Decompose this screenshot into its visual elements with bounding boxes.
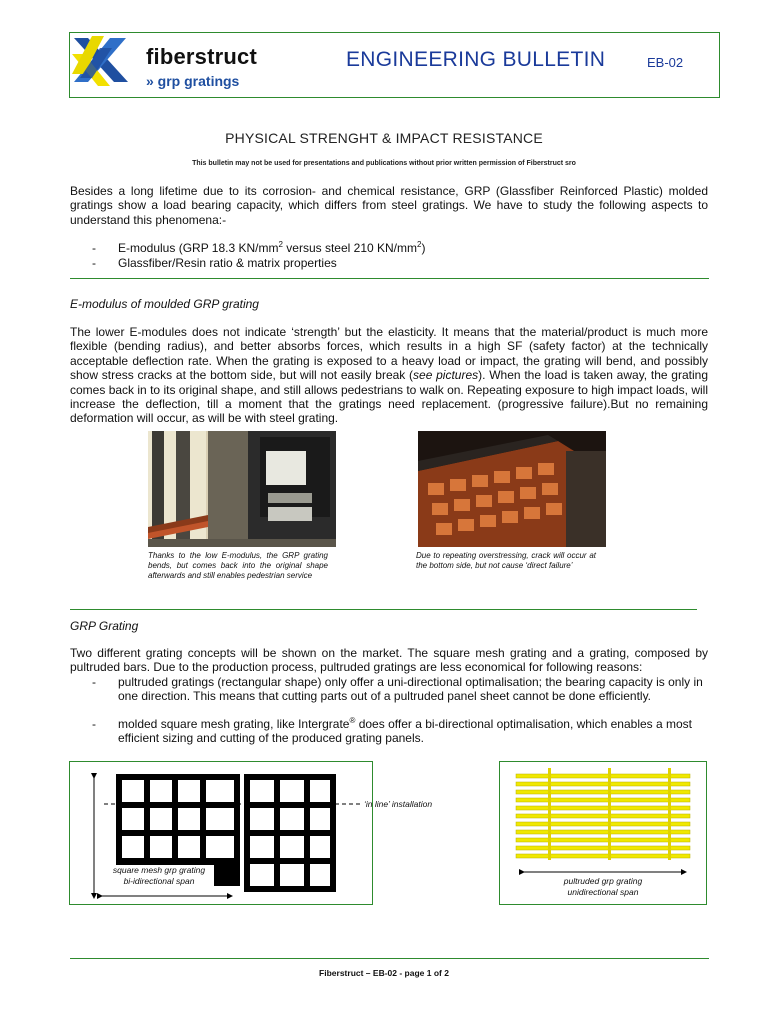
bullet-molded [92, 717, 706, 747]
pultruded-label: pultruded grp grating unidirectional span [563, 876, 643, 897]
bullet-dash: - [92, 241, 96, 255]
bullet-text: Glassfiber/Resin ratio & matrix properties [118, 256, 337, 270]
bullet-text: E-modulus (GRP 18.3 $KN/mm^2$ versus steel 210 $KN/mm^2$) [118, 240, 426, 255]
caption-bending: Thanks to the low E-modulus, the GRP grating bends, but comes back into the original shape afterwards and still enables pedestrian service [148, 551, 328, 580]
bullet-dash: - [92, 717, 96, 731]
document-title: PHYSICAL STRENGHT & IMPACT RESISTANCE [225, 130, 543, 146]
bullet-text: pultruded gratings (rectangular shape) only offer a uni-directional optimalisation; the bearing capacity is only in one direction. This means that cutting parts out of a pultruded panel sheet cannot be done efficiently. [118, 675, 703, 704]
bullet-dash: - [92, 675, 96, 689]
bending-test-photo [148, 431, 336, 547]
divider [70, 609, 697, 610]
bullet-pultruded [92, 675, 706, 719]
grp-grating-paragraph: Two different grating concepts will be shown on the market. The square mesh grating and a grating, composed by pultruded bars. Due to the production process, pultruded gratings are less economical for following reasons: [70, 646, 708, 675]
intro-paragraph: Besides a long lifetime due to its corrosion- and chemical resistance, GRP (Glassfiber Reinforced Plastic) molded gratings show a load bearing capacity, which differs from steel gratings. We have to study the following aspects to understand this phenomena:- [70, 184, 708, 227]
divider [70, 278, 709, 279]
bulletin-title: ENGINEERING BULLETIN [346, 48, 606, 71]
footer-divider [70, 958, 709, 959]
bullet-emodulus [92, 241, 692, 256]
usage-notice: This bulletin may not be used for presentations and publications without prior written permission of Fiberstruct sro [192, 160, 576, 167]
bullet-dash: - [92, 256, 96, 270]
section-heading-emodulus: E-modulus of moulded GRP grating [70, 297, 259, 311]
fiberstruct-logo-icon [70, 34, 132, 88]
inline-installation-label: ‘in line’ installation [364, 799, 433, 809]
brand-tagline: » grp gratings [146, 73, 240, 89]
section-heading-grp-grating: GRP Grating [70, 619, 139, 633]
caption-crack: Due to repeating overstressing, crack will occur at the bottom side, but not cause ‘direct failure’ [416, 551, 596, 570]
emodulus-paragraph: The lower E-modules does not indicate ‘strength’ but the elasticity. It means that the material/product is much more flexible (bending radius), and better absorbs forces, which results in a high SF (safety factor) at the technically acceptable deflection rate. When the grating is exposed to a heavy load or impact, the grating will bend, and possibly show stress cracks at the bottom side, but will not easily break (see pictures). When the load is taken away, the grating comes back in to its original shape, and still allows pedestrians to walk on. Repeating exposure to high impact loads, will increase the deflection, till a moment that the gratings need replacement. (progressive failure).But no remaining deformation will occur, as will be with steel grating. [70, 325, 708, 426]
square-mesh-label: square mesh grp grating bi-idirectional span [104, 865, 214, 887]
page-footer: Fiberstruct – EB-02 - page 1 of 2 [319, 968, 449, 978]
bullet-text: molded square mesh grating, like Intergrate® does offer a bi-directional optimalisation, which enables a most efficient sizing and cutting of the produced grating panels. [118, 716, 693, 746]
crack-detail-photo [418, 431, 606, 547]
brand-name: fiberstruct [146, 44, 257, 69]
bulletin-code: EB-02 [647, 55, 684, 70]
bullet-ratio [92, 256, 692, 271]
